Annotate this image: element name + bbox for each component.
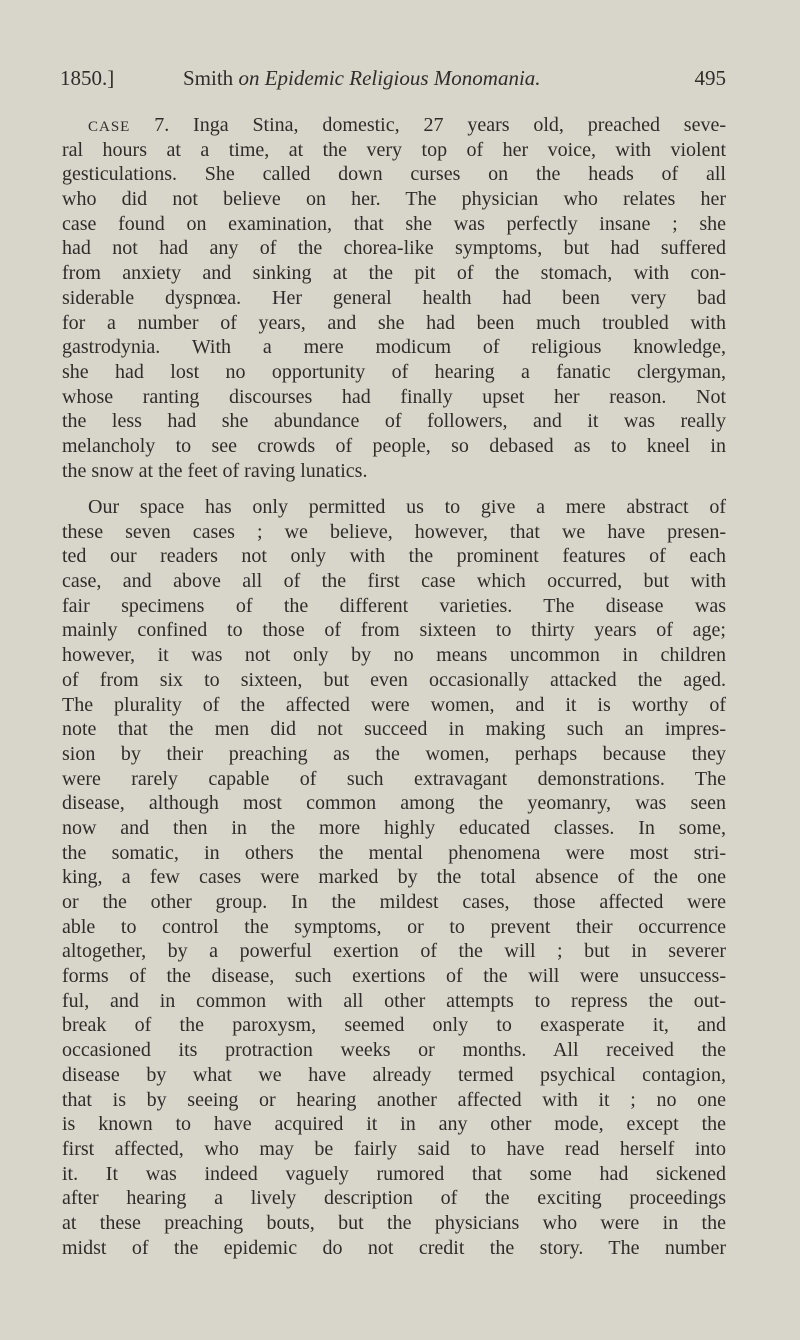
text-line: mainly confined to those of from sixteen to thirty years of age; xyxy=(62,619,726,642)
text-line: disease, although most common among the yeomanry, was seen xyxy=(62,792,726,815)
text-line: after hearing a lively description of the exciting proceedings xyxy=(62,1187,726,1210)
text-line: the snow at the feet of raving lunatics. xyxy=(62,459,368,482)
text-line: of from six to sixteen, but even occasionally attacked the aged. xyxy=(62,668,726,691)
text-line: gesticulations. She called down curses on the heads of all xyxy=(62,163,726,186)
text-line: midst of the epidemic do not credit the story. The number xyxy=(62,1236,726,1259)
header-title xyxy=(183,66,541,91)
text-line: The plurality of the affected were women, and it is worthy of xyxy=(62,693,726,716)
text-line: break of the paroxysm, seemed only to exasperate it, and xyxy=(62,1014,726,1037)
text-line: had not had any of the chorea-like symptoms, but had suffered xyxy=(62,237,726,260)
text-line: or the other group. In the mildest cases, those affected were xyxy=(62,891,726,913)
page-number: 495 xyxy=(694,66,726,90)
text-line: altogether, by a powerful exertion of the will ; but in severer xyxy=(62,940,726,963)
text-line: the less had she abundance of followers, and it was really xyxy=(62,410,726,433)
case-label: CASE xyxy=(88,119,131,135)
text-line: forms of the disease, such exertions of the will were unsuccess- xyxy=(62,965,726,988)
text-line: CASE 7. Inga Stina, domestic, 27 years old, preached seve- xyxy=(88,114,726,136)
text-line: ted our readers not only with the prominent features of each xyxy=(62,545,726,568)
text-line: the somatic, in others the mental phenomena were most stri- xyxy=(62,841,726,864)
text-line: ral hours at a time, at the very top of her voice, with violent xyxy=(62,138,726,161)
text-line: whose ranting discourses had finally upset her reason. Not xyxy=(62,385,726,408)
text-line: it. It was indeed vaguely rumored that some had sickened xyxy=(62,1162,726,1185)
text-line: Our space has only permitted us to give a mere abstract of xyxy=(88,496,726,518)
text-line: melancholy to see crowds of people, so debased as to kneel in xyxy=(62,434,726,457)
text-line: first affected, who may be fairly said to have read herself into xyxy=(62,1137,726,1160)
text-line: is known to have acquired it in any other mode, except the xyxy=(62,1113,726,1136)
text-line: occasioned its protraction weeks or months. All received the xyxy=(62,1039,726,1062)
text-line: that is by seeing or hearing another affected with it ; no one xyxy=(62,1088,726,1111)
text-line: for a number of years, and she had been much troubled with xyxy=(62,311,726,334)
header-author: Smith xyxy=(183,66,234,90)
text-line: were rarely capable of such extravagant demonstrations. The xyxy=(62,767,726,790)
text-line: siderable dyspnœa. Her general health had been very bad xyxy=(62,286,726,309)
text-line: from anxiety and sinking at the pit of the stomach, with con- xyxy=(62,262,726,285)
text-line: she had lost no opportunity of hearing a fanatic clergyman, xyxy=(62,360,726,383)
text-line: able to control the symptoms, or to prevent their occurrence xyxy=(62,915,726,938)
text-line: gastrodynia. With a mere modicum of religious knowledge, xyxy=(62,336,726,359)
text-line: who did not believe on her. The physician who relates her xyxy=(62,188,726,211)
header-connector: on xyxy=(238,66,260,90)
running-header xyxy=(60,66,726,96)
text-line: case, and above all of the first case which occurred, but with xyxy=(62,570,726,593)
text-line: case found on examination, that she was perfectly insane ; she xyxy=(62,212,726,235)
text-line: at these preaching bouts, but the physicians who were in the xyxy=(62,1211,726,1234)
header-year: 1850.] xyxy=(60,66,115,90)
text-line: fair specimens of the different varieties. The disease was xyxy=(62,594,726,617)
text-line: now and then in the more highly educated classes. In some, xyxy=(62,816,726,839)
text-line: disease by what we have already termed psychical contagion, xyxy=(62,1063,726,1086)
paragraph-case-7 xyxy=(62,113,726,483)
text-line: these seven cases ; we believe, however, that we have presen- xyxy=(62,520,726,543)
text-line: note that the men did not succeed in making such an impres- xyxy=(62,718,726,741)
text-line: ful, and in common with all other attempts to repress the out- xyxy=(62,989,726,1012)
header-article-title: Epidemic Religious Monomania. xyxy=(264,66,541,90)
text-line: king, a few cases were marked by the total absence of the one xyxy=(62,866,726,889)
paragraph-summary xyxy=(62,495,726,1260)
text-line: however, it was not only by no means uncommon in children xyxy=(62,644,726,667)
text-line: sion by their preaching as the women, perhaps because they xyxy=(62,742,726,765)
